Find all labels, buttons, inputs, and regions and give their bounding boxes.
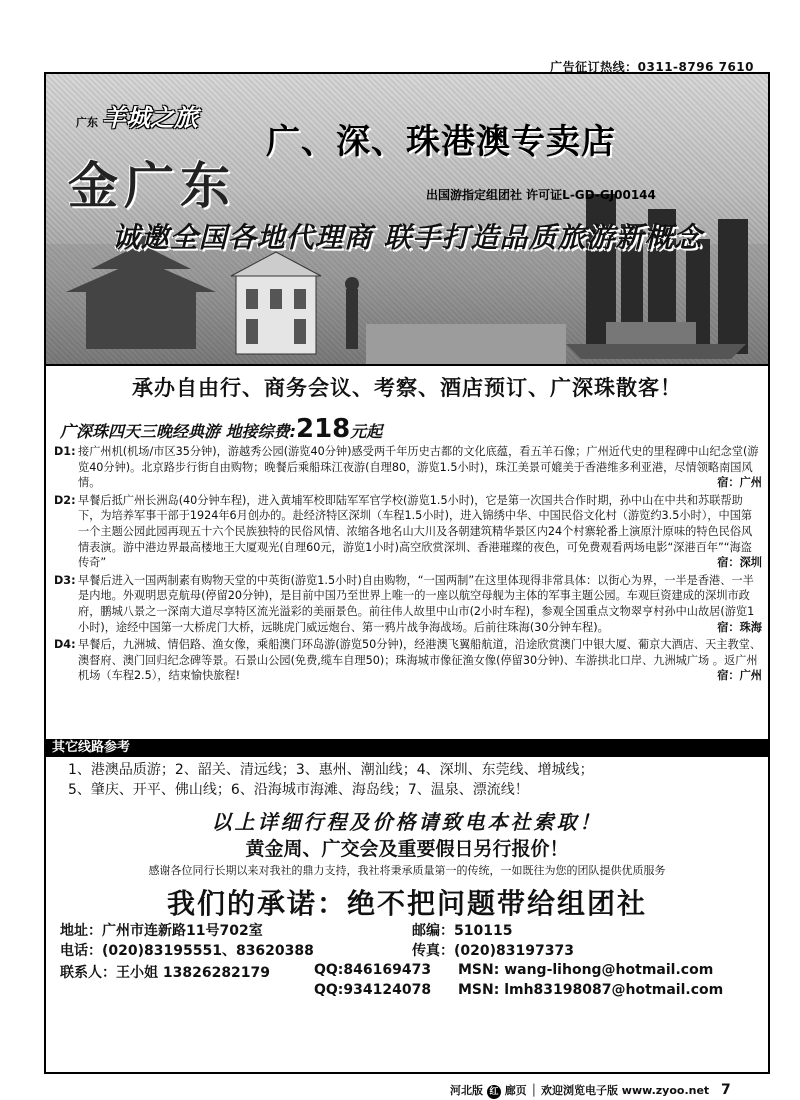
fax-label: 传真： xyxy=(412,943,454,959)
store-title: 广、深、珠港澳专卖店 xyxy=(266,122,616,162)
services-headline: 承办自由行、商务会议、考察、酒店预订、广深珠散客！ xyxy=(132,376,682,400)
edition-pre: 河北版 xyxy=(450,1084,483,1097)
day-text: 早餐后抵广州长洲岛(40分钟车程)，进入黄埔军校即陆军军官学校(游览1.5小时)，它是第一次国共合作时期，孙中山在中共和苏联帮助下，为培养军事干部于1924年6月创办的。赴经济特区深圳（车程1.5小时)，进入锦绣中华、中国民俗文化村（游览约3.5小时），中国第一个主题公园此园再现五十六个民族独特的民俗风情、浓缩各地名山大川及各朝建筑精华景区内24个村寨轮番上演原汁原味的特色民俗风情表演。游中港边界最高楼地王大厦观光(自理60元，游览1小时)高空欣赏深圳、香港璀璨的夜色，可免费观看两场电影“深港百年”“海盗传奇” xyxy=(78,493,753,570)
brand-name: 金广东 xyxy=(68,156,236,215)
day-label: D2: xyxy=(54,493,76,507)
itinerary-day xyxy=(54,573,762,635)
golden-week-notice: 黄金周、广交会及重要假日另行报价！ xyxy=(245,838,569,860)
msn-1: MSN: wang-lihong@hotmail.com xyxy=(458,962,714,978)
routes-line: 1、港澳品质游；2、韶关、清远线；3、惠州、潮汕线；4、深圳、东莞线、增城线； xyxy=(68,762,594,778)
ad-hotline: 广告征订热线：0311-8796 7610 xyxy=(550,60,754,74)
day-text: 早餐后进入一国两制素有购物天堂的中英街(游览1.5小时)自由购物，“一国两制”在这里体现得非常具体：以街心为界，一半是香港、一半是内地。外观明思克航母(停留20分钟)，是目前中国乃至世界上唯一的一座以航空母舰为主体的军事主题公园。车观巨资建成的深圳市政府，鹏城八景之一深南大道尽享特区流光溢彩的美丽景色。前往伟人故里中山市(2小时车程)，参观全国重点文物翠亨村孙中山故居(游览1小时)，途经中国第一大桥虎门大桥，远眺虎门威远炮台、第一鸦片战争海战场。后前往珠海(30分钟车程)。 xyxy=(78,573,755,634)
edition-mark: 红 xyxy=(487,1085,501,1099)
fax-value: (020)83197373 xyxy=(454,943,574,959)
banner-slogan: 诚邀全国各地代理商 联手打造品质旅游新概念 xyxy=(111,221,703,254)
day-text: 接广州机(机场/市区35分钟)，游越秀公园(游览40分钟)感受两千年历史古都的文化底蕴，看五羊石像；广州近代史的里程碑中山纪念堂(游览40分钟)。北京路步行街自由购物；晚餐后乘船珠江夜游(自理80，游览1.5小时)，珠江美景可媲美于香港维多利亚港，尽情领略南国风情。 xyxy=(78,445,759,490)
day-stay: 宿：广州 xyxy=(717,669,762,683)
phone-value: (020)83195551、83620388 xyxy=(102,943,314,959)
postcode-label: 邮编： xyxy=(412,923,454,939)
itinerary-day xyxy=(54,444,762,491)
day-label: D1: xyxy=(54,445,76,458)
promise-headline: 我们的承诺：绝不把问题带给组团社 xyxy=(166,887,647,920)
itinerary-day xyxy=(54,637,762,684)
postcode-value: 510115 xyxy=(454,923,513,939)
other-routes-list xyxy=(68,760,758,800)
phone xyxy=(60,940,314,960)
day-label: D4: xyxy=(54,638,76,652)
itinerary-day xyxy=(54,493,762,571)
ad-frame xyxy=(44,72,770,1074)
brand-prefix: 广东 xyxy=(76,116,98,129)
person-value: 王小姐 13826282179 xyxy=(116,965,271,981)
address-label: 地址： xyxy=(60,923,102,939)
license-info: 出国游指定组团社 许可证L-GD-GJ00144 xyxy=(426,188,656,202)
address xyxy=(60,920,263,940)
phone-label: 电话： xyxy=(60,943,102,959)
qq-2: QQ:934124078 xyxy=(314,982,432,998)
postcode xyxy=(412,920,512,940)
call-to-action: 以上详细行程及价格请致电本社索取！ xyxy=(211,810,603,834)
day-stay: 宿：珠海 xyxy=(717,620,762,634)
thanks-text: 感谢各位同行长期以来对我社的鼎力支持，我社将秉承质量第一的传统，一如既往为您的团队提供优质服务 xyxy=(148,864,666,877)
address-value: 广州市连新路11号702室 xyxy=(102,923,263,939)
brand-logo xyxy=(76,98,198,133)
contact-person xyxy=(60,962,270,982)
tour-price-unit: 元起 xyxy=(350,422,383,441)
day-stay: 宿：广州 xyxy=(717,476,762,490)
day-stay: 宿：深圳 xyxy=(717,556,762,570)
tour-title xyxy=(60,414,382,444)
qq-1: QQ:846169473 xyxy=(314,962,432,978)
routes-line: 5、肇庆、开平、佛山线；6、沿海城市海滩、海岛线；7、温泉、漂流线！ xyxy=(68,782,529,798)
other-routes-header: 其它线路参考 xyxy=(46,739,768,757)
msn-2: MSN: lmh83198087@hotmail.com xyxy=(458,982,724,998)
day-text: 早餐后，九洲城、情侣路、渔女像，乘船澳门环岛游(游览50分钟)，经港澳飞翼船航道，沿途欣赏澳门中银大厦、葡京大酒店、天主教堂、澳督府、澳门回归纪念碑等景。石景山公园(免费,缆车自理50)；珠海城市像征渔女像(停留30分钟)、车游拱北口岸、九洲城广场 。返广州机场（车程2.5），结束愉快旅程! xyxy=(78,638,762,683)
itinerary xyxy=(54,444,762,686)
edition-post: 廊页 │ 欢迎浏览电子版 www.zyoo.net xyxy=(504,1084,710,1097)
fax xyxy=(412,940,574,960)
person-label: 联系人： xyxy=(60,965,116,981)
page-number: 7 xyxy=(721,1082,731,1098)
day-label: D3: xyxy=(54,573,76,587)
page-footer xyxy=(450,1082,731,1099)
tour-price: 218 xyxy=(295,414,351,444)
brand-small-text: 羊城之旅 xyxy=(102,103,198,132)
tour-title-text: 广深珠四天三晚经典游 地接综费: xyxy=(60,422,296,441)
banner xyxy=(46,74,768,366)
